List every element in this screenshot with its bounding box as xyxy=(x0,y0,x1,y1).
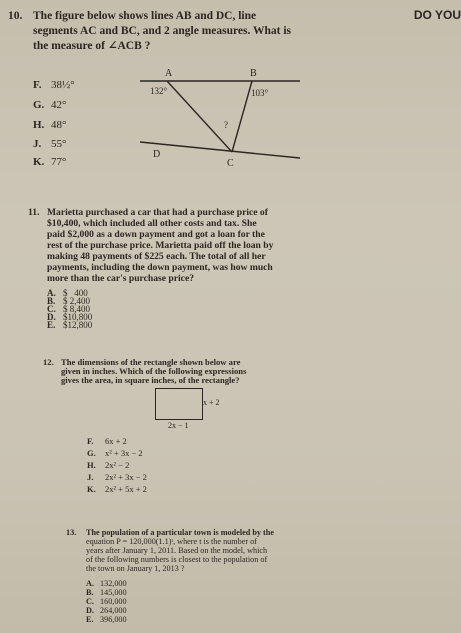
q10-stem-line-3: the measure of ∠ACB ? xyxy=(33,40,151,52)
q13-choice-a-letter: A. xyxy=(86,579,94,588)
label-b: B xyxy=(250,68,257,79)
q13-choice-e-letter: E. xyxy=(86,615,94,624)
q10-choice-h[interactable] xyxy=(33,120,66,132)
segment-bc xyxy=(232,81,252,152)
q11-number: 11. xyxy=(28,207,40,218)
q11-choice-a-letter: A. xyxy=(47,288,56,298)
q10-choice-f[interactable] xyxy=(33,80,75,92)
q12-choice-k[interactable] xyxy=(87,485,147,494)
angle-132: 132° xyxy=(150,86,168,96)
angle-unknown: ? xyxy=(224,120,228,130)
q12-choice-g[interactable] xyxy=(87,449,143,458)
angle-103: 103° xyxy=(251,88,269,98)
q11-choice-e-text: $12,800 xyxy=(63,320,93,330)
q12-number: 12. xyxy=(43,357,54,367)
q10-choice-k-text: 77° xyxy=(51,156,67,168)
q13-stem-line-4: of the following numbers is closest to the population of xyxy=(86,555,268,564)
q10-geometry-figure xyxy=(140,64,300,174)
q12-bottom-label: 2x − 1 xyxy=(168,421,189,430)
q13-choice-e[interactable] xyxy=(86,616,127,625)
q10-choice-j[interactable] xyxy=(33,139,66,151)
q11-stem-line-4: rest of the purchase price. Marietta paid off the loan by xyxy=(47,240,274,251)
q13-choice-b-letter: B. xyxy=(86,588,94,597)
q12-choice-g-text: x² + 3x − 2 xyxy=(105,448,143,458)
q13-choice-d-letter: D. xyxy=(86,606,94,615)
q12-choice-k-letter: K. xyxy=(87,484,96,494)
q12-choice-f-letter: F. xyxy=(87,436,94,446)
q10-choice-g-letter: G. xyxy=(33,99,45,111)
label-a: A xyxy=(165,68,173,79)
q12-choice-j-text: 2x² + 3x − 2 xyxy=(105,472,147,482)
q10-choice-j-letter: J. xyxy=(33,138,42,150)
q11-choice-b-letter: B. xyxy=(47,296,56,306)
q13-stem-line-3: years after January 1, 2011. Based on the model, which xyxy=(86,546,268,555)
q10-choice-g-text: 42° xyxy=(51,99,67,111)
q12-choice-k-text: 2x² + 5x + 2 xyxy=(105,484,147,494)
q12-rectangle xyxy=(155,388,203,420)
q12-choice-f[interactable] xyxy=(87,437,127,446)
q13-choice-e-text: 396,000 xyxy=(100,615,127,624)
q10-choice-k-letter: K. xyxy=(33,156,45,168)
q11-choice-d-letter: D. xyxy=(47,312,56,322)
q11-stem-line-2: $10,400, which included all other costs and tax. She xyxy=(47,218,257,229)
q12-side-label: x + 2 xyxy=(203,398,220,407)
q10-choice-f-letter: F. xyxy=(33,79,42,91)
q11-stem-line-3: paid $2,000 as a down payment and got a loan for the xyxy=(47,229,265,240)
q13-choice-c-letter: C. xyxy=(86,597,94,606)
q13-stem-line-1: The population of a particular town is modeled by the xyxy=(86,528,274,537)
page-header-right: DO YOU xyxy=(413,8,461,22)
q13-choice-d-text: 264,000 xyxy=(100,606,127,615)
q10-choice-k[interactable] xyxy=(33,157,66,169)
q13-choice-b-text: 145,000 xyxy=(100,588,127,597)
q12-choice-h[interactable] xyxy=(87,461,129,470)
q11-stem-line-5: making 48 payments of $225 each. The total of all her xyxy=(47,251,266,262)
line-dc xyxy=(140,142,300,158)
q13-stem-line-2: equation P = 120,000(1.1)ᵗ, where t is the number of xyxy=(86,537,257,546)
q11-choice-e-letter: E. xyxy=(47,320,56,330)
q12-stem-line-3: gives the area, in square inches, of the rectangle? xyxy=(61,375,240,385)
q13-choice-a-text: 132,000 xyxy=(100,579,127,588)
q10-choice-f-text: 38½° xyxy=(51,79,75,91)
label-d: D xyxy=(153,149,161,160)
q12-stem-line-1: The dimensions of the rectangle shown below are xyxy=(61,357,241,367)
q10-stem-line-2: segments AC and BC, and 2 angle measures. What is xyxy=(33,25,292,37)
q11-stem-line-1: Marietta purchased a car that had a purchase price of xyxy=(47,207,268,218)
q10-choice-h-letter: H. xyxy=(33,119,45,131)
q11-stem-line-7: more than the car's purchase price? xyxy=(47,273,194,284)
q12-choice-g-letter: G. xyxy=(87,448,96,458)
q11-choice-c-letter: C. xyxy=(47,304,56,314)
q10-choice-g[interactable] xyxy=(33,100,66,112)
q10-choice-j-text: 55° xyxy=(51,138,67,150)
q12-choice-f-text: 6x + 2 xyxy=(105,436,127,446)
q13-choice-c-text: 160,000 xyxy=(100,597,127,606)
q12-choice-j-letter: J. xyxy=(87,472,94,482)
q10-choice-h-text: 48° xyxy=(51,119,67,131)
q12-stem-line-2: given in inches. Which of the following expressions xyxy=(61,366,247,376)
q13-stem-line-5: the town on January 1, 2013 ? xyxy=(86,564,185,573)
segment-ac xyxy=(167,81,232,152)
q12-choice-h-letter: H. xyxy=(87,460,96,470)
q12-choice-j[interactable] xyxy=(87,473,147,482)
q11-choice-a-text: $ 400 xyxy=(63,288,88,298)
q11-choice-e[interactable] xyxy=(47,321,92,330)
q13-number: 13. xyxy=(66,528,77,537)
q11-choice-c-text: $ 8,400 xyxy=(63,304,90,314)
q10-stem-line-1: The figure below shows lines AB and DC, line xyxy=(33,10,257,22)
q11-stem-line-6: payments, including the down payment, was how much xyxy=(47,262,273,273)
q11-choice-d-text: $10,800 xyxy=(63,312,93,322)
q11-choice-b-text: $ 2,400 xyxy=(63,296,90,306)
label-c: C xyxy=(227,158,234,169)
q12-choice-h-text: 2x² − 2 xyxy=(105,460,130,470)
q10-number: 10. xyxy=(8,10,23,22)
